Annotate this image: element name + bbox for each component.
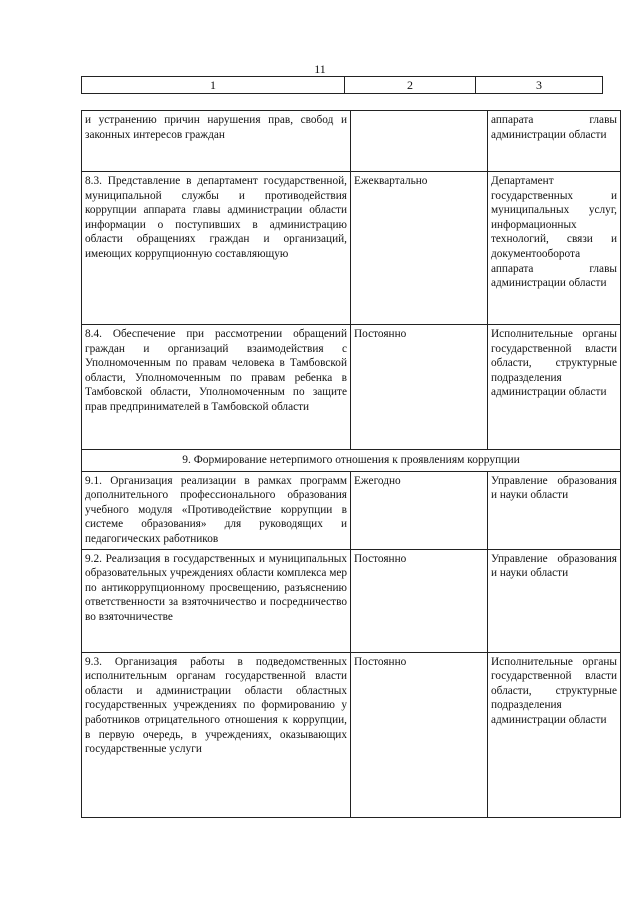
row-cont-description: и устранению причин нарушения прав, свобод и законных интересов граждан [82,111,351,172]
row-9-2-description: 9.2. Реализация в государственных и муниципальных образовательных учреждениях области комплекса мер по антикоррупционному просвещению, разъяснению ответственности за взяточничество и посредничество во взяточничестве [82,549,351,652]
header-col-2: 2 [345,77,476,94]
table-row [82,325,621,450]
row-8-4-responsible: Исполнительные органы государственной власти области, структурные подразделения администрации области [488,325,621,450]
section-9-title: 9. Формирование нетерпимого отношения к проявлениям коррупции [82,450,621,472]
row-9-2-deadline: Постоянно [351,549,488,652]
row-9-3-deadline: Постоянно [351,652,488,817]
row-9-1-responsible: Управление образования и науки области [488,471,621,549]
row-8-3-deadline: Ежеквартально [351,172,488,325]
page-number: 11 [314,62,326,76]
table-row [82,549,621,652]
header-table [81,76,603,94]
row-8-3-responsible: Департамент государственных и муниципальных услуг, информационных технологий, связи и документооборота аппарата главы администрации области [488,172,621,325]
row-cont-responsible: аппарата главы администрации области [488,111,621,172]
row-9-2-responsible: Управление образования и науки области [488,549,621,652]
table-row [82,172,621,325]
row-9-1-description: 9.1. Организация реализации в рамках программ дополнительного профессионального образования учебного модуля «Противодействие коррупции в системе образования» для руководящих и педагогических работников [82,471,351,549]
table-row [82,652,621,817]
header-col-1: 1 [82,77,345,94]
measures-table [81,110,621,818]
table-row [82,471,621,549]
section-heading-row [82,450,621,472]
header-row [82,77,603,94]
row-8-3-description: 8.3. Представление в департамент государственной, муниципальной службы и противодействия коррупции аппарата главы администрации области информации о поступивших в администрацию области обращениях граждан и организаций, имеющих коррупционную составляющую [82,172,351,325]
row-9-3-responsible: Исполнительные органы государственной власти области, структурные подразделения администрации области [488,652,621,817]
row-8-4-deadline: Постоянно [351,325,488,450]
row-9-3-description: 9.3. Организация работы в подведомственных исполнительным органам государственной власти области и администрации области областных государственных учреждениях по формированию у работников отрицательного отношения к коррупции, в первую очередь, в учреждениях, оказывающих государственные услуги [82,652,351,817]
header-col-3: 3 [476,77,603,94]
table-row [82,111,621,172]
row-9-1-deadline: Ежегодно [351,471,488,549]
row-cont-deadline [351,111,488,172]
row-8-4-description: 8.4. Обеспечение при рассмотрении обращений граждан и организаций взаимодействия с Уполномоченным по правам человека в Тамбовской области, Уполномоченным по правам ребенка в Тамбовской области, Уполномоченным по защите прав предпринимателей в Тамбовской области [82,325,351,450]
